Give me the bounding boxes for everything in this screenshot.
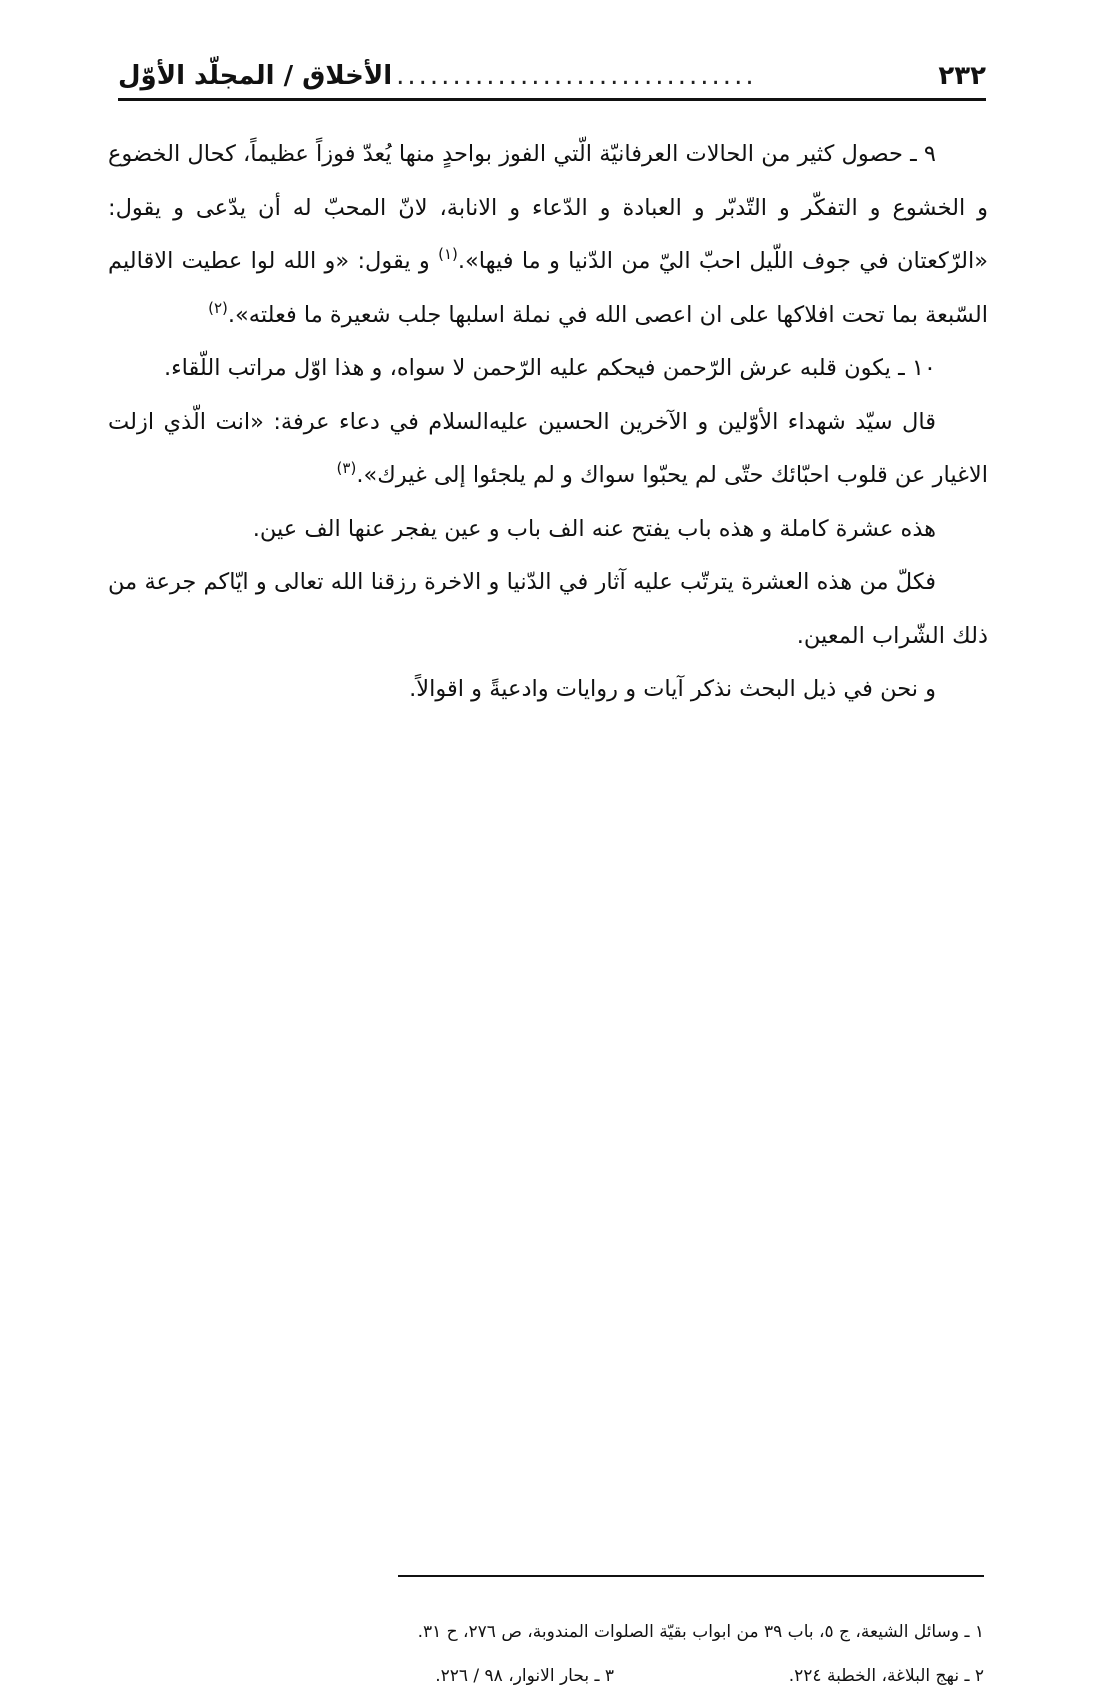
main-text [108, 128, 988, 717]
page-number: ٢٣٢ [938, 61, 986, 91]
paragraph-arafa-dua-text: قال سيّد شهداء الأوّلين و الآخرين الحسين عليه‌السلام في دعاء عرفة: «انت الّذي ازلت الاغيار عن قلوب احبّائك حتّى لم يحبّوا سواك و لم يلجئوا إلى غيرك». [108, 408, 988, 488]
footnote-ref-3: (٣) [336, 459, 357, 477]
footnotes [250, 1610, 984, 1698]
paragraph-9-text-a: ٩ ـ حصول كثير من الحالات العرفانيّة الّتي الفوز بواحدٍ منها يُعدّ فوزاً عظيماً، كحال الخضوع و الخشوع و التفكّر و التّدبّر و العبادة و الدّعاء و الانابة، لانّ المحبّ له أن يدّعى و يقول: «الرّكعتان في جوف اللّيل احبّ اليّ من الدّنيا و ما فيها». [108, 141, 989, 274]
header-title: الأخلاق / المجلّد الأوّل [118, 61, 393, 91]
paragraph-9-text-b: و يقول: «و الله لوا عطيت الاقاليم السّبعة بما تحت افلاكها على ان اعصى الله في نملة اسلبها جلب شعيرة ما فعلته». [108, 248, 988, 328]
paragraph-closing: و نحن في ذيل البحث نذكر آيات و روايات وادعيةً و اقوالاً. [409, 676, 936, 702]
running-header [118, 48, 986, 96]
footnote-ref-1: (١) [438, 245, 458, 263]
footnote-3: ٣ ـ بحار الانوار، ٩٨ / ٢٢٦. [435, 1666, 614, 1686]
header-divider [118, 98, 986, 101]
footnote-ref-2: (٢) [208, 298, 228, 317]
footnote-divider [398, 1575, 984, 1577]
footnote-1: ١ ـ وسائل الشيعة، ج ٥، باب ٣٩ من ابواب بقيّة الصلوات المندوبة، ص ٢٧٦، ح ٣١. [417, 1622, 984, 1642]
footnote-2: ٢ ـ نهج البلاغة، الخطبة ٢٢٤. [788, 1666, 984, 1686]
paragraph-9 [108, 128, 988, 342]
footnote-row-2-3 [250, 1654, 984, 1698]
paragraph-ten-complete: هذه عشرة كاملة و هذه باب يفتح عنه الف باب و عين يفجر عنها الف عين. [252, 515, 936, 542]
paragraph-arafa-dua [108, 396, 988, 503]
paragraph-10: ١٠ ـ يكون قلبه عرش الرّحمن فيحكم عليه الرّحمن لا سواه، و هذا اوّل مراتب اللّقاء. [163, 355, 936, 381]
header-leader-dots: ................................ [396, 61, 757, 91]
paragraph-effects: فكلّ من هذه العشرة يترتّب عليه آثار في الدّنيا و الاخرة رزقنا الله تعالى و ايّاكم جرعة من ذلك الشّراب المعين. [108, 569, 988, 649]
